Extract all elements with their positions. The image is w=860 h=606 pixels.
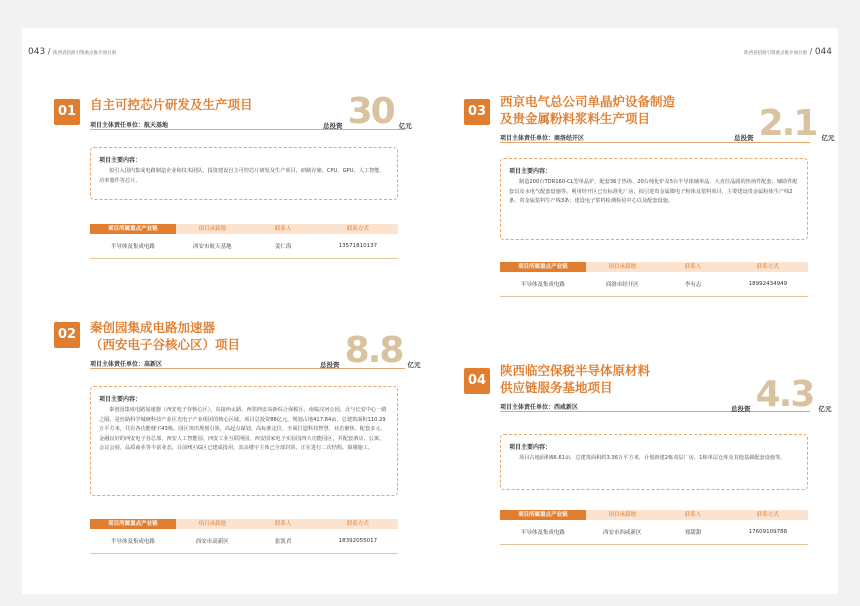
page-header-text: 陕西省招商引资重点推介项目册 — [744, 51, 808, 56]
project-content-box — [500, 158, 808, 240]
content-heading: 项目主要内容： — [99, 157, 142, 164]
responsible-unit: 项目主体责任单位：高新区 — [90, 361, 163, 368]
project-title-line1: 西京电气总公司单晶炉设备制造 — [500, 94, 676, 109]
content-text: 项目占地面积66.61亩，总建筑面积约3.36万平方米，计划新建2栋双层厂房、1栋单层仓库及其他基础配套设施等。 — [519, 455, 786, 461]
right-page — [430, 28, 838, 594]
content-text: 秦创园集成电路加速器（西安电子谷核心区），东接西太路，西邻西安高新综合保税区，南临汉河公园，北与长安中心一路之隔，是丝路科学城硬科技产业区光电子产业组团的核心区域，项目总投资88亿元，规划占地417.84亩，总建筑面积110.29万平方米，共有各功能楼宇43栋。园区突出规划引领，高起点谋划，高标准定位，全面打造科技智慧、业态聚焦、配套多元、金融良好的西安电子谷总部、西安人工智能园、西安工业互联网园、西安国家电子实验园四大功能园区，并配套酒店、公寓、会议会展、品质商业等丰富业态，目前H区\G区已建成投用，其余楼宇主体已全部封顶，正在进行二次结构、幕墙施工。 — [99, 407, 387, 451]
table-header: 项目所属重点产业链 项目承载地 联系人 联系方式 — [500, 510, 808, 520]
table-header: 项目所属重点产业链 项目承载地 联系人 联系方式 — [90, 224, 398, 234]
investment-value: 2.1 — [758, 103, 817, 144]
page-number: 043 — [28, 47, 46, 57]
content-heading: 项目主要内容： — [99, 396, 142, 403]
project-title-line2: （西安电子谷核心区）项目 — [90, 337, 241, 352]
table-row: 半导体及集成电路 西安市航天基地 姜仁海 13571810137 — [90, 234, 398, 259]
investment: 总投资 4.3 亿元 — [731, 374, 832, 415]
project-number: 04 — [464, 368, 490, 394]
project-content-box — [90, 147, 398, 200]
investment: 总投资 2.1 亿元 — [734, 103, 835, 144]
page-header-text: 陕西省招商引资重点推介项目册 — [52, 51, 116, 56]
responsible-unit: 项目主体责任单位：航天基地 — [90, 122, 169, 129]
responsible-unit: 项目主体责任单位：西咸新区 — [500, 404, 579, 411]
investment-value: 8.8 — [344, 330, 403, 371]
content-heading: 项目主要内容： — [509, 444, 552, 451]
table-row: 半导体及集成电路 西安市高新区 张凯君 18392055017 — [90, 529, 398, 554]
project-number: 02 — [54, 322, 80, 348]
project-number: 03 — [464, 99, 490, 125]
project-title-line1: 秦创园集成电路加速器 — [90, 320, 216, 335]
project-title: 自主可控芯片研发及生产项目 — [90, 97, 253, 112]
investment-value: 30 — [347, 91, 394, 132]
content-heading: 项目主要内容： — [509, 168, 552, 175]
responsible-unit: 项目主体责任单位：商洛经开区 — [500, 135, 585, 142]
project-title-line2: 供应链服务基地项目 — [500, 380, 613, 395]
project-table — [500, 262, 808, 297]
project-number: 01 — [54, 99, 80, 125]
project-table — [90, 224, 398, 259]
table-header: 项目所属重点产业链 项目承载地 联系人 联系方式 — [90, 519, 398, 529]
project-content-box — [90, 386, 398, 496]
table-row: 半导体及集成电路 西安市西咸新区 郑甜甜 17609109788 — [500, 520, 808, 545]
investment: 总投资 8.8 亿元 — [320, 330, 421, 371]
project-table — [90, 519, 398, 554]
investment-value: 4.3 — [755, 374, 814, 415]
project-content-box — [500, 434, 808, 490]
page-number: 044 — [814, 47, 832, 57]
page-header-right: 陕西省招商引资重点推介项目册 / 044 — [744, 47, 832, 57]
content-text: 制造200台TDR160-CL型单晶炉，配套36寸热场、20台纯化炉及5台半导体辅单晶、大直径晶圆的热场件配套、辅助件配套以及水电气配套设施等。利用经开区已有标准化厂房，拟引进贵金属微电子粉体及浆料项目，主要建设贵金属粉体生产线2条、贵金属浆料生产线3条；建设电子浆料检测检验中心以及配套设施。 — [509, 179, 798, 204]
project-table — [500, 510, 808, 545]
project-title-line1: 陕西临空保税半导体原材料 — [500, 363, 651, 378]
page-header-left: 043 / 陕西省招商引资重点推介项目册 — [28, 47, 116, 57]
table-header: 项目所属重点产业链 项目承载地 联系人 联系方式 — [500, 262, 808, 272]
left-page — [22, 28, 430, 594]
project-title-line2: 及贵金属粉料浆料生产项目 — [500, 111, 651, 126]
investment: 总投资 30 亿元 — [323, 91, 412, 132]
table-row: 半导体及集成电路 商洛市经开区 李有志 18992434949 — [500, 272, 808, 297]
content-text: 拟引入国内集成电路制造企业和技术团队，投资建设自主可控芯片研发及生产项目，研制存储、CPU、GPU、人工智能、功率器件等芯片。 — [99, 168, 385, 184]
